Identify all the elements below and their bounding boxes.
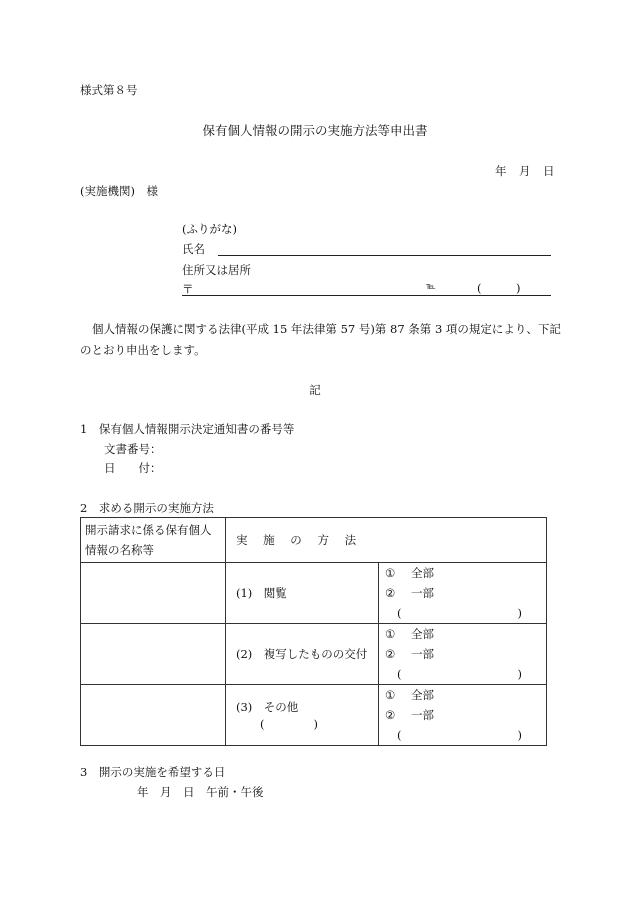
date-month: 月: [519, 164, 531, 178]
postal-mark: 〒: [182, 282, 194, 296]
option-part-1[interactable]: ② 一部: [385, 586, 434, 600]
header-info-name: 開示請求に係る保有個人情報の名称等: [81, 518, 226, 563]
method-cell-2: (2) 複写したものの交付: [226, 624, 379, 685]
option-part-3[interactable]: ② 一部: [385, 708, 434, 722]
table-row: [81, 685, 547, 746]
option-detail-paren-2[interactable]: ( ): [397, 667, 522, 681]
section1-heading: 1 保有個人情報開示決定通知書の番号等: [80, 422, 295, 436]
form-title: 保有個人情報の開示の実施方法等申出書: [202, 123, 428, 138]
info-name-cell-3[interactable]: [81, 685, 226, 746]
ki-heading: 記: [309, 383, 321, 397]
furigana-label: (ふりがな): [182, 222, 237, 236]
address-underline: [182, 295, 551, 296]
name-label: 氏名: [182, 242, 205, 256]
tel-label: ℡: [426, 282, 436, 292]
form-number: 様式第８号: [80, 83, 138, 97]
header-method: 実 施 の 方 法: [226, 518, 547, 563]
info-name-cell-1[interactable]: [81, 563, 226, 624]
date-year: 年: [495, 164, 507, 178]
notice-date-label: 日 付：: [104, 461, 162, 475]
addressee: (実施機関) 様: [80, 184, 158, 198]
date-day: 日: [543, 164, 555, 178]
option-cell-3: [379, 685, 547, 746]
section2-heading: 2 求める開示の実施方法: [80, 501, 214, 515]
table-row: [81, 624, 547, 685]
option-part-2[interactable]: ② 一部: [385, 647, 434, 661]
option-all-1[interactable]: ① 全部: [385, 566, 434, 580]
method-other-label: (3) その他: [236, 700, 299, 714]
table-row: [81, 563, 547, 624]
tel-paren-open: (: [477, 281, 482, 295]
option-cell-1: [379, 563, 547, 624]
desired-date-line: 年 月 日 午前・午後: [137, 785, 264, 799]
tel-paren-close: ): [516, 281, 521, 295]
option-detail-paren-3[interactable]: ( ): [397, 728, 522, 742]
option-detail-paren-1[interactable]: ( ): [397, 606, 522, 620]
method-cell-1: (1) 閲覧: [226, 563, 379, 624]
body-text-line2: のとおり申出をします。: [80, 343, 206, 357]
address-label: 住所又は居所: [182, 263, 251, 277]
method-other-paren[interactable]: ( ): [260, 717, 318, 731]
method-table: [80, 517, 547, 746]
option-all-3[interactable]: ① 全部: [385, 688, 434, 702]
table-header-row: [81, 518, 547, 563]
option-cell-2: [379, 624, 547, 685]
info-name-cell-2[interactable]: [81, 624, 226, 685]
name-underline: [218, 255, 551, 256]
doc-number-label: 文書番号：: [104, 442, 162, 456]
option-all-2[interactable]: ① 全部: [385, 627, 434, 641]
method-cell-3: [226, 685, 379, 746]
section3-heading: 3 開示の実施を希望する日: [80, 765, 226, 779]
body-text-line1: 個人情報の保護に関する法律(平成 15 年法律第 57 号)第 87 条第 3 項の規定により、下記: [92, 322, 561, 336]
